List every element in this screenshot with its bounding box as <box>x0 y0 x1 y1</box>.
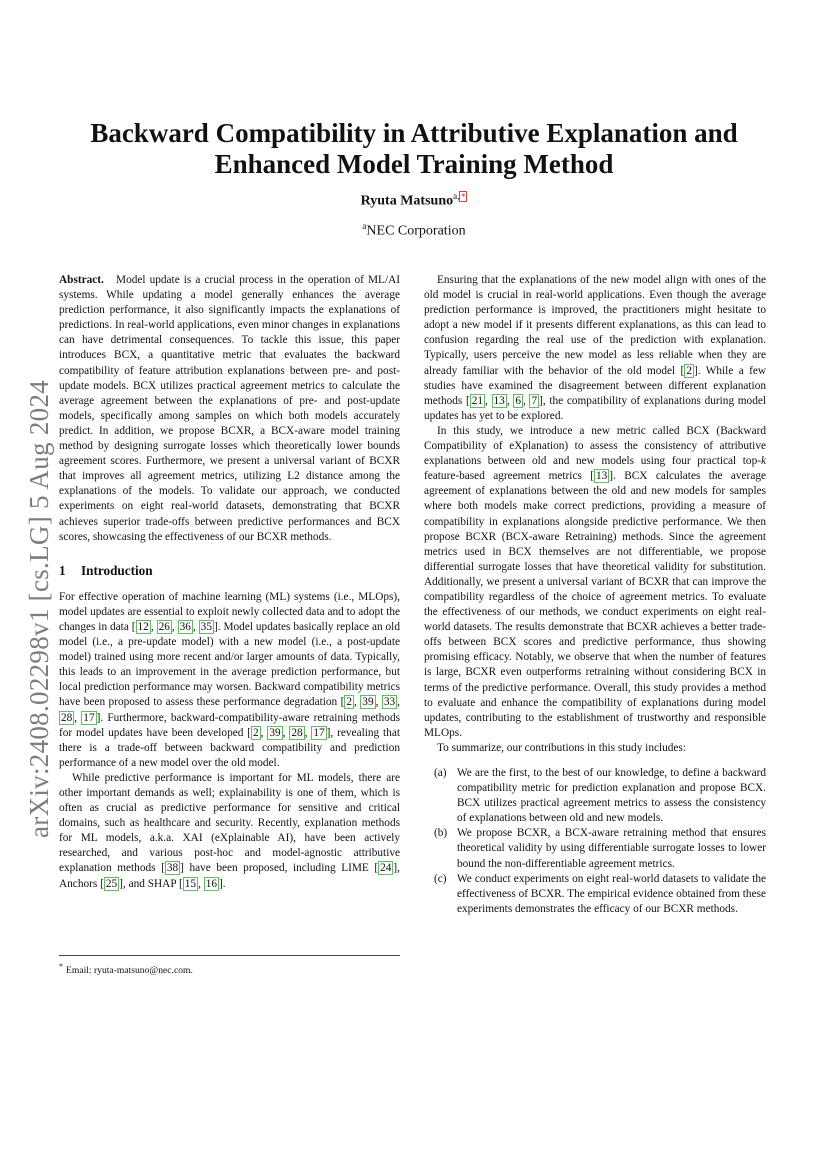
citation-link[interactable]: 16 <box>205 877 218 890</box>
author-footnote-link[interactable]: * <box>461 192 466 201</box>
citation-link[interactable]: 17 <box>83 711 95 724</box>
abstract <box>59 273 400 545</box>
abstract-label: Abstract. <box>59 274 104 286</box>
text-run: ]. BCX calculates the average agreement of explanations between the old and new models for samples where both models make correct predictions, providing a measure of compatibility in explanations alongside predictive performance. We then propose BCXR (BCX-aware Retraining) methods. Since the agreement metrics used in BCX themselves are not differentiable, we propose differential surrogate losses that have theoretical validity for substitution. Additionally, we present a universal variant of BCXR that can improve the compatibility regardless of the choice of agreement metrics. To evaluate the effectiveness of our methods, we conduct experiments on eight real-world datasets. The results demonstrate that BCXR achieves a better trade-offs between BCX scores and predictive performance, thus showing promising efficacy. Notably, we observe that when the number of features is large, BCXR even outperforms retraining without considering BCX in terms of the predictive performance. Overall, this study provides a method to evaluate and enhance the compatibility of explanations during model updates, contributing to the establishment of trustworthy and responsible MLOps. <box>424 470 766 739</box>
citation-link[interactable]: 38 <box>166 862 179 875</box>
text-run: In this study, we introduce a new metric called BCX (Backward Compatibility of eXplanation) to assess the consistency of attributive explanations between old and new models using four practical top- <box>424 424 766 468</box>
list-item-text: We are the first, to the best of our knowledge, to define a backward compatibility metric for prediction explanation and propose BCX. BCX utilizes practical agreement metrics to assess the consistency of explanations between old and new models. <box>457 767 766 825</box>
author-line <box>0 191 828 210</box>
citation-link[interactable]: 26 <box>158 620 170 633</box>
citation-link[interactable]: 21 <box>471 394 484 407</box>
text-run: For effective operation of machine learning (ML) systems (i.e., MLOps), model updates are essential to exploit newly collected data and to adopt the changes in data [ <box>59 590 400 633</box>
author-affil-mark: a, <box>453 191 460 201</box>
text-run: ] have been proposed, including LIME [ <box>180 862 379 875</box>
citation-link[interactable]: 17 <box>313 726 325 739</box>
text-run: ]. While a few studies have examined the disagreement between different explanation methods [ <box>424 364 767 407</box>
footnote <box>59 955 400 977</box>
text-run: feature-based agreement metrics [ <box>424 470 594 483</box>
text-run: ], the compatibility of explanations during model updates has yet to be explored. <box>424 394 766 422</box>
citation-link[interactable]: 25 <box>105 877 118 890</box>
list-item <box>424 826 766 871</box>
citation-link[interactable]: 36 <box>179 620 191 633</box>
list-item <box>424 766 766 826</box>
text-run: ], Anchors [ <box>59 862 400 890</box>
citation-link[interactable]: 2 <box>253 726 259 739</box>
text-run: ], revealing that there is a trade-off between backward compatibility and prediction performance of a new model over the old model. <box>59 726 400 769</box>
citation-link[interactable]: 35 <box>200 620 212 633</box>
citation-link[interactable]: 33 <box>383 696 396 709</box>
citation-link[interactable]: 39 <box>269 726 281 739</box>
contributions-list <box>424 766 766 917</box>
right-column <box>424 273 766 917</box>
citation-link[interactable]: 13 <box>493 394 505 407</box>
affiliation-mark: a <box>362 221 367 231</box>
section-heading-introduction <box>59 563 400 578</box>
citation-link[interactable]: 7 <box>531 394 538 407</box>
citation-link[interactable]: 2 <box>686 364 692 377</box>
citation-link[interactable]: 2 <box>346 696 353 709</box>
list-item-label: (b) <box>434 827 448 840</box>
citation-link[interactable]: 12 <box>137 620 149 633</box>
section-number: 1 <box>59 562 66 578</box>
list-item-text: We propose BCXR, a BCX-aware retraining method that ensures theoretical validity by using differentiable surrogate losses to lower bound the non-differentiable agreement metrics. <box>457 827 766 870</box>
text-run: ]. <box>219 877 226 890</box>
text-run: ]. Furthermore, backward-compatibility-aware retraining methods for model updates have been developed [ <box>59 711 400 739</box>
intro-paragraph-1: For effective operation of machine learning (ML) systems (i.e., MLOps), model updates are essential to exploit newly collected data and to adopt the changes in data [ 12 , 26 , 36 , 35 ]. Model updates basically replace an old model (i.e., a pre-update model) with a new model (i.e., a post-update model) trained using more recent and/or larger amounts of data. Typically, this leads to an improvement in the average prediction performance, but local prediction performance may worsen. Backward compatibility metrics have been proposed to assess these performance degradation [ 2 , 39 , 33 , 28 , 17 ]. Furthermore, backward-compatibility-aware retraining methods for model updates have been developed [ 2 , 39 , 28 , 17 ], revealing that there is a trade-off between backward compatibility and prediction performance of a new model over the old model. <box>59 590 400 769</box>
citation-link[interactable]: 24 <box>380 862 392 875</box>
list-item-text: We conduct experiments on eight real-world datasets to validate the effectiveness of BCXR. The empirical evidence obtained from these experiments demonstrates the efficacy of our BCXR methods. <box>457 872 766 915</box>
paper-title: Backward Compatibility in Attributive Explanation and Enhanced Model Training Method <box>90 118 738 179</box>
citation-link[interactable]: 13 <box>595 470 608 483</box>
citation-link[interactable]: 28 <box>61 711 73 724</box>
right-paragraph-2 <box>424 424 766 741</box>
text-run: ]. Model updates basically replace an old model (i.e., a pre-update model) with a new model (i.e., a post-update model) trained using more recent and/or larger amounts of data. Typically, this leads to an improvement in the average prediction performance, but local prediction performance may worsen. Backward compatibility metrics have been proposed to assess these performance degradation [ <box>59 620 400 709</box>
footnote-text: Email: ryuta-matsuno@nec.com. <box>66 965 193 977</box>
footnote-mark: * <box>59 962 63 971</box>
text-run: While predictive performance is important for ML models, there are other important demands as well; explainability is one of them, which is often as crucial as predictive performance for sensitive and critical domains, such as healthcare and security. Recently, explanation methods for ML models, a.k.a. XAI (eXplainable AI), have been actively researched, and various post-hoc and model-agnostic attributive explanation methods [ <box>59 771 400 875</box>
affiliation <box>0 221 828 240</box>
author-name: Ryuta Matsuno <box>360 193 454 209</box>
arxiv-identifier: arXiv:2408.02298v1 [cs.LG] 5 Aug 2024 <box>24 379 54 838</box>
right-paragraph-3: To summarize, our contributions in this study includes: <box>437 741 686 754</box>
list-item <box>424 872 766 917</box>
abstract-text: Model update is a crucial process in the operation of ML/AI systems. While updating a model generally enhances the average prediction performance, it also significantly impacts the explanations of predictions. In real-world applications, even minor changes in explanations can have detrimental consequences. To tackle this issue, this paper introduces BCX, a quantitative metric that evaluates the backward compatibility of feature attribution explanations between pre- and post-update models. BCX utilizes practical agreement metrics to calculate the average agreement between the explanations of pre- and post-update models, specifically among samples on which both models accurately predict. In addition, we propose BCXR, a BCX-aware model training method by designing surrogate losses which theoretically lower bounds agreement scores. Furthermore, we present a universal variant of BCXR that improves all agreement metrics, utilizing L2 distance among the explanations of the models. To validate our approach, we conducted experiments on eight real-world datasets, demonstrating that BCXR achieves superior trade-offs between predictive performances and BCX scores, showcasing the effectiveness of our BCXR methods. <box>59 274 401 543</box>
affiliation-name: NEC Corporation <box>366 223 466 239</box>
right-paragraph-1: Ensuring that the explanations of the new model align with ones of the old model is crucial in real-world applications. Even though the average prediction performance is improved, the practitioners might hesitate to adopt a new model if it presents different explanations, as this can lead to confusion regarding the real use of the prediction with explanation. Typically, users perceive the new model as less reliable when they are already familiar with the behavior of the old model [ 2 ]. While a few studies have examined the disagreement between different explanation methods [ 21 , 13 , 6 , 7 ], the compatibility of explanations during model updates has yet to be explored. <box>424 274 767 422</box>
text-run: Ensuring that the explanations of the new model align with ones of the old model is crucial in real-world applications. Even though the average prediction performance is improved, the practitioners might hesitate to adopt a new model if it presents different explanations, as this can lead to confusion regarding the real use of the prediction with explanation. Typically, users perceive the new model as less reliable when they are already familiar with the behavior of the old model [ <box>424 274 766 377</box>
citation-link[interactable]: 28 <box>291 726 303 739</box>
left-column <box>59 273 400 892</box>
list-item-label: (c) <box>434 872 447 885</box>
section-title: Introduction <box>81 562 153 578</box>
math-k: k <box>760 455 766 468</box>
citation-link[interactable]: 6 <box>515 394 521 407</box>
citation-link[interactable]: 15 <box>184 877 197 890</box>
list-item-label: (a) <box>434 767 447 779</box>
intro-paragraph-2: While predictive performance is important for ML models, there are other important demands as well; explainability is one of them, which is often as crucial as predictive performance for sensitive and critical domains, such as healthcare and security. Recently, explanation methods for ML models, a.k.a. XAI (eXplainable AI), have been actively researched, and various post-hoc and model-agnostic attributive explanation methods [ 38 ] have been proposed, including LIME [ 24 ], Anchors [ 25 ], and SHAP [ 15 , 16 ]. <box>59 771 400 890</box>
citation-link[interactable]: 39 <box>362 696 374 709</box>
text-run: ], and SHAP [ <box>119 877 183 890</box>
